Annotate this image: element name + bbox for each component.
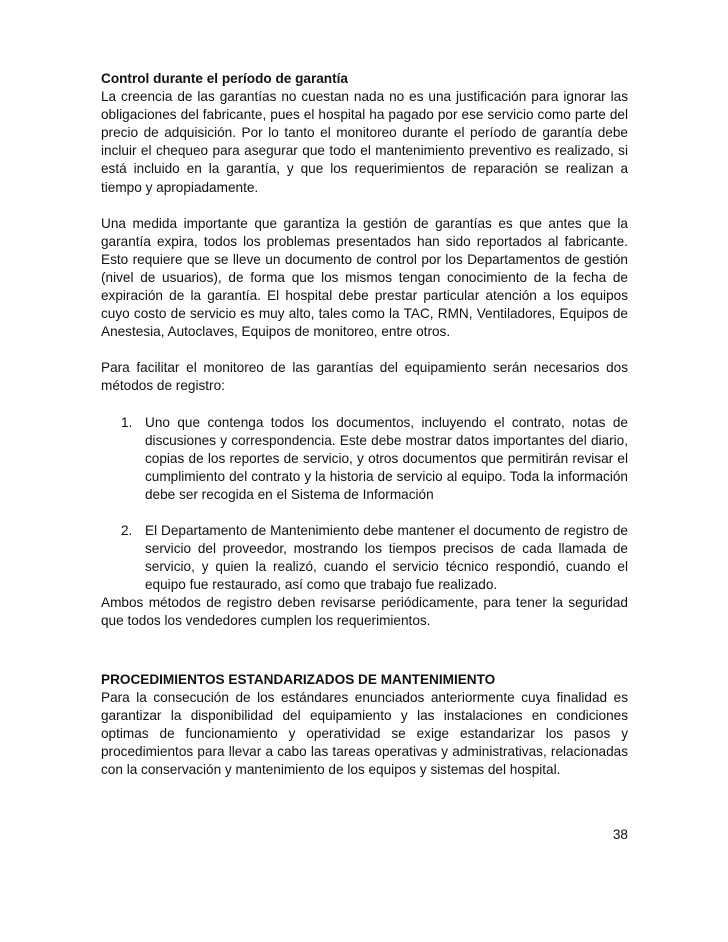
paragraph-spacer: [101, 197, 628, 215]
registration-methods-list: [101, 414, 628, 595]
list-item-text: El Departamento de Mantenimiento debe mantener el documento de registro de servicio del proveedor, mostrando los tiempos precisos de cada llamada de servicio, y quien la realizó, cuando el servicio técnico respondió, cuando el equipo fue restaurado, así como que trabajo fue realizado.: [145, 522, 628, 593]
list-item: [101, 522, 628, 594]
paragraph-spacer: [101, 396, 628, 414]
document-page: [101, 70, 628, 779]
paragraph-standardized-procedures: Para la consecución de los estándares enunciados anteriormente cuya finalidad es garantizar la disponibilidad del equipamiento y las instalaciones en condiciones optimas de funcionamiento y operatividad se exige estandarizar los pasos y procedimientos para llevar a cabo las tareas operativas y administrativas, relacionadas con la conservación y mantenimiento de los equipos y sistemas del hospital.: [101, 689, 628, 777]
list-item-text: Uno que contenga todos los documentos, incluyendo el contrato, notas de discusiones y correspondencia. Este debe mostrar datos importantes del diario, copias de los reportes de servicio, y otros documentos que permitirán revisar el cumplimiento del contrato y la historia de servicio al equipo. Toda la información debe ser recogida en el Sistema de Información: [145, 414, 628, 502]
list-item-number: 1.: [121, 414, 133, 430]
paragraph-closing-review: Ambos métodos de registro deben revisarse periódicamente, para tener la seguridad que todos los vendedores cumplen los requerimientos.: [101, 595, 628, 629]
page-number: 38: [612, 827, 628, 842]
list-item-number: 2.: [121, 522, 133, 538]
list-spacer: [101, 504, 628, 522]
section-spacer: [101, 631, 628, 653]
paragraph-warranty-management: Una medida importante que garantiza la gestión de garantías es que antes que la garantía expira, todos los problemas presentados han sido reportados al fabricante. Esto requiere que se lleve un documento de control por los Departamentos de gestión (nivel de usuarios), de forma que los mismos tengan conocimiento de la fecha de expiración de la garantía. El hospital debe prestar particular atención a los equipos cuyo costo de servicio es muy alto, tales como la TAC, RMN, Ventiladores, Equipos de Anestesia, Autoclaves, Equipos de monitoreo, entre otros.: [101, 215, 628, 340]
list-item: [101, 414, 628, 504]
paragraph-registration-methods: Para facilitar el monitoreo de las garantías del equipamiento serán necesarios dos métodos de registro:: [101, 360, 628, 394]
section-heading-standardized-procedures: PROCEDIMIENTOS ESTANDARIZADOS DE MANTENIMIENTO: [101, 671, 496, 687]
paragraph-warranty-belief: La creencia de las garantías no cuestan nada no es una justificación para ignorar las obligaciones del fabricante, pues el hospital ha pagado por ese servicio como parte del precio de adquisición. Por lo tanto el monitoreo durante el período de garantía debe incluir el chequeo para asegurar que todo el mantenimiento preventivo es realizado, si está incluido en la garantía, y que los requerimientos de reparación se realizan a tiempo y apropiadamente.: [101, 89, 628, 195]
section-heading-warranty-control: Control durante el período de garantía: [101, 71, 348, 86]
section-spacer: [101, 653, 628, 671]
paragraph-spacer: [101, 341, 628, 359]
